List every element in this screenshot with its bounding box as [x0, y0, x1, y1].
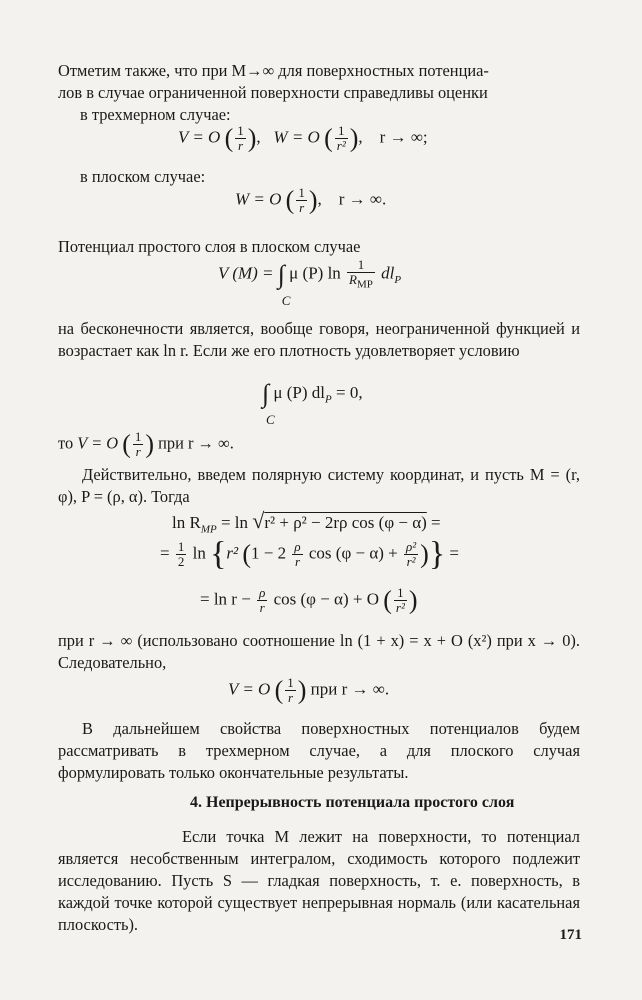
frac-num: 1	[298, 185, 305, 200]
section-heading: 4. Непрерывность потенциала простого слоя	[190, 794, 515, 811]
equation-expansion: = $\frac{1}{2}$ ln {r² (1 − 2 $\frac{\rho}{r}$ cos (φ − α) + $\frac{\text{ρ²}}{\text{r²}}$ )} =	[160, 535, 460, 573]
formula-lhs: ln R	[172, 513, 201, 532]
formula-v-eq-o: V = O	[178, 127, 221, 147]
formula-equals: =	[160, 543, 170, 563]
formula-v-eq-o: V = O	[228, 679, 271, 699]
frac-den: R	[349, 272, 357, 287]
formula-lhs: V (M) =	[218, 263, 274, 283]
frac-num: 1	[237, 123, 244, 138]
paragraph-polar-coordinates: Действительно, введем полярную систему координат, и пусть M = (r, φ), P = (ρ, α). Тогда	[58, 465, 580, 506]
page-number: 171	[559, 927, 582, 943]
text-limit: при r → ∞.	[310, 679, 390, 699]
equation-conclusion: V = O ( $\frac{1}{r}$ ) при r → ∞.	[228, 675, 390, 705]
text-flat-case: в плоском случае:	[80, 167, 206, 186]
equation-3d-estimates: V = O ( $\frac{1}{r}$ ), W = O ( $\frac{1}{\text{r²}}$ ), r → ∞;	[178, 123, 428, 153]
line-then-estimate: то V = O ( $\frac{1}{r}$ ) при r → ∞.	[58, 429, 234, 459]
equation-density-condition: ∫ C μ (P) $dl_P = 0$,	[262, 382, 363, 410]
frac-den: r	[135, 444, 141, 459]
frac-num: 1	[347, 258, 375, 273]
formula-limit: r → ∞;	[379, 127, 428, 147]
frac-num: 1	[287, 675, 294, 690]
frac-den: r²	[406, 554, 416, 569]
text-line: Отметим также, что при M→∞ для поверхностных потенциа-	[58, 61, 489, 80]
formula-w-eq-o: W = O	[235, 189, 282, 209]
frac-den: r	[259, 600, 265, 615]
equation-ln-rmp: $\ln R_{MP} = \ln √r^2 + \rho^2 - 2r\rho$ cos (φ − α) =	[172, 508, 441, 536]
frac-den: r	[237, 138, 244, 153]
frac-den: r²	[395, 600, 405, 615]
equation-single-layer-potential: V (M) = ∫ C μ (P) ln $\frac{1}{R_{MP}}$ $dl_P$	[218, 258, 401, 292]
paragraph-unbounded: на бесконечности является, вообще говоря, неограниченной функцией и возрастает как ln r. Если же его плотность удовлетворяет условию	[58, 319, 580, 360]
formula-differential: dl	[381, 263, 395, 283]
formula-differential-sub: P	[325, 393, 332, 406]
frac-num: ρ²	[406, 539, 417, 554]
formula-integrand: μ (P) dl	[273, 383, 325, 402]
formula-v-eq-o: V = O	[77, 433, 119, 453]
frac-num: 1	[134, 429, 142, 444]
text-line: лов в случае ограниченной поверхности справедливы оценки	[58, 83, 488, 102]
formula-differential-sub: P	[394, 274, 402, 287]
formula-term: cos (φ − α) + O	[273, 589, 379, 609]
formula-r-squared: r²	[226, 543, 239, 563]
formula-equals: =	[449, 543, 460, 563]
formula-integrand: μ (P) ln	[289, 263, 341, 283]
frac-den-sub: MP	[357, 278, 373, 291]
formula-w-eq-o: W = O	[273, 127, 320, 147]
frac-den: r²	[336, 138, 346, 153]
formula-limit: r → ∞.	[338, 189, 387, 209]
text-limit: при r → ∞.	[158, 433, 234, 453]
formula-ln: = ln	[220, 513, 249, 532]
formula-radicand: r² + ρ² − 2rρ cos (φ − α)	[264, 513, 427, 532]
integral-contour: C	[266, 412, 275, 428]
frac-num: 1	[335, 124, 348, 139]
text-3d-case: в трехмерном случае:	[80, 105, 231, 124]
frac-num: ρ	[294, 539, 301, 554]
frac-den: r	[294, 554, 301, 569]
formula-ln: ln	[192, 543, 206, 563]
integral-contour: C	[281, 292, 291, 308]
frac-num: 1	[177, 539, 185, 554]
frac-num: 1	[394, 586, 407, 601]
frac-den: r	[287, 690, 294, 705]
formula-equals: =	[431, 513, 441, 532]
paragraph-surface-point: Если точка M лежит на поверхности, то потенциал является несобственным интегралом, сходимость которого подлежит исследованию. Пусть S — гладкая поверхность, т. е. поверхность, в каждой точке которой существует непрерывная нормаль (или касательная плоскость).	[58, 827, 580, 934]
equation-flat-estimate: W = O ( $\frac{1}{r}$ ), r → ∞.	[235, 185, 387, 215]
paragraph-single-layer-flat: Потенциал простого слоя в плоском случае	[58, 237, 361, 256]
paragraph-relation-used: при r → ∞ (использовано соотношение ln (1 + x) = x + O (x²) при x → 0). Следовательно,	[58, 631, 580, 672]
text-then: то	[58, 433, 74, 453]
paragraph-further-properties: В дальнейшем свойства поверхностных потенциалов будем рассматривать в трехмерном случае, а для плоского случая формулировать только окончательные результаты.	[58, 719, 580, 782]
formula-lhs-sub: MP	[200, 523, 217, 536]
formula-term: = ln r −	[200, 589, 251, 609]
frac-den: 2	[177, 554, 185, 569]
formula-rhs: = 0,	[335, 383, 363, 402]
formula-term: cos (φ − α) +	[308, 543, 398, 563]
paragraph-estimates-intro	[58, 60, 580, 104]
frac-num: ρ	[259, 585, 266, 600]
frac-den: r	[299, 200, 305, 215]
equation-asymptotic: = ln r − $\frac{\rho}{r}$ cos (φ − α) + O ( $\frac{1}{\text{r²}}$ )	[200, 585, 418, 615]
formula-term: 1 − 2	[251, 543, 287, 563]
